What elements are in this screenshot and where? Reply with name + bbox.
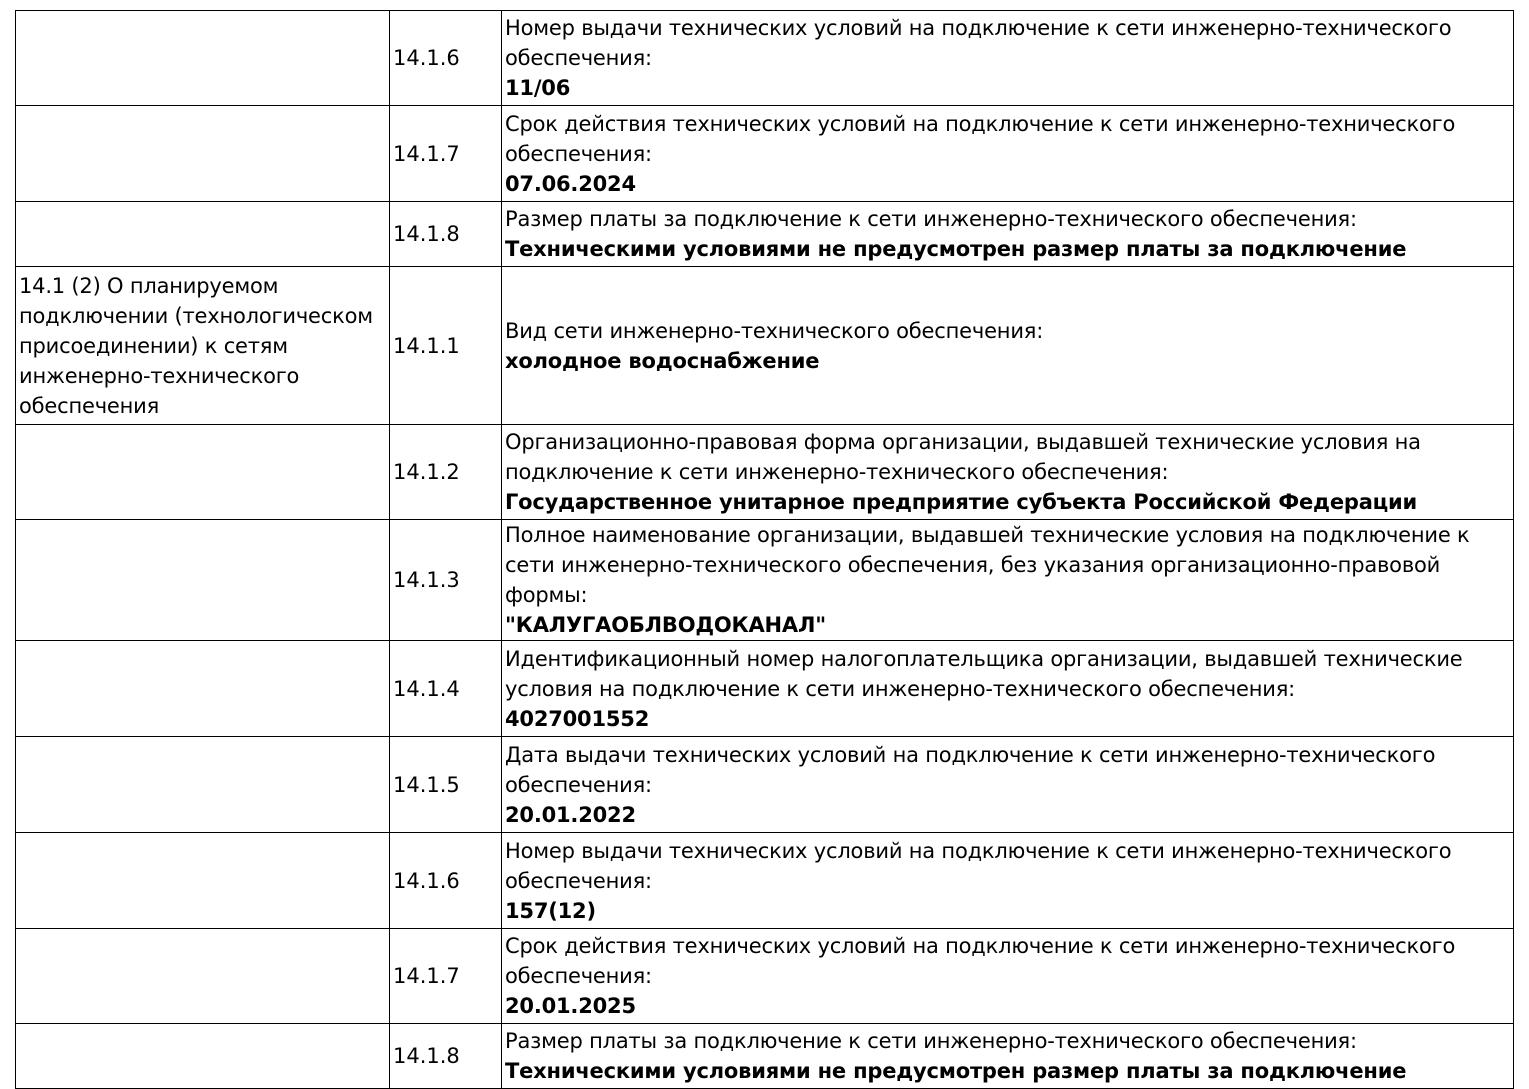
item-cell (502, 737, 1514, 833)
item-label: Номер выдачи технических условий на подключение к сети инженерно-технического обеспечения: (505, 16, 1452, 70)
section-cell (16, 833, 390, 929)
item-number: 14.1.7 (390, 106, 502, 202)
item-label: Организационно-правовая форма организации, выдавшей технические условия на подключение к сети инженерно-технического обеспечения: (505, 430, 1421, 484)
table-row (16, 641, 1514, 737)
item-label: Размер платы за подключение к сети инженерно-технического обеспечения: (505, 207, 1357, 231)
item-value: Техническими условиями не предусмотрен размер платы за подключение (505, 237, 1407, 261)
table-row (16, 520, 1514, 641)
section-cell (16, 641, 390, 737)
item-number: 14.1.2 (390, 425, 502, 520)
section-title: 14.1 (2) О планируемом подключении (технологическом присоединении) к сетям инженерно-технического обеспечения (19, 273, 373, 418)
item-value: 157(12) (505, 898, 596, 923)
section-cell (16, 106, 390, 202)
table-row (16, 425, 1514, 520)
item-value: 4027001552 (505, 706, 650, 731)
item-label: Вид сети инженерно-технического обеспечения: (505, 318, 1044, 343)
item-value: холодное водоснабжение (505, 348, 820, 373)
item-number: 14.1.6 (390, 11, 502, 106)
section-cell (16, 425, 390, 520)
item-number: 14.1.8 (390, 202, 502, 267)
item-label: Размер платы за подключение к сети инженерно-технического обеспечения: (505, 1029, 1357, 1053)
item-label: Срок действия технических условий на подключение к сети инженерно-технического обеспечения: (505, 111, 1456, 166)
section-cell (16, 267, 390, 425)
item-number: 14.1.3 (390, 520, 502, 641)
table-row (16, 202, 1514, 267)
section-cell (16, 1024, 390, 1089)
item-cell (502, 267, 1514, 425)
item-cell (502, 425, 1514, 520)
item-value: Государственное унитарное предприятие субъекта Российской Федерации (505, 490, 1418, 514)
table-row (16, 737, 1514, 833)
section-cell (16, 202, 390, 267)
info-table (15, 10, 1514, 1089)
item-cell (502, 11, 1514, 106)
item-label: Полное наименование организации, выдавшей технические условия на подключение к сети инженерно-технического обеспечения, без указания организационно-правовой формы: (505, 523, 1470, 607)
item-label: Идентификационный номер налогоплательщика организации, выдавшей технические условия на подключение к сети инженерно-технического обеспечения: (505, 646, 1463, 701)
item-cell (502, 929, 1514, 1024)
item-cell (502, 520, 1514, 641)
table-row (16, 1024, 1514, 1089)
table-row (16, 11, 1514, 106)
item-number: 14.1.6 (390, 833, 502, 929)
item-value: 11/06 (505, 76, 571, 100)
item-value: 20.01.2025 (505, 994, 636, 1018)
item-label: Номер выдачи технических условий на подключение к сети инженерно-технического обеспечения: (505, 838, 1452, 893)
table-row (16, 929, 1514, 1024)
table-row (16, 267, 1514, 425)
item-value: Техническими условиями не предусмотрен размер платы за подключение (505, 1059, 1407, 1083)
item-number: 14.1.7 (390, 929, 502, 1024)
table-row (16, 833, 1514, 929)
item-value: 07.06.2024 (505, 171, 636, 196)
item-cell (502, 202, 1514, 267)
section-cell (16, 929, 390, 1024)
item-number: 14.1.1 (390, 267, 502, 425)
item-number: 14.1.8 (390, 1024, 502, 1089)
item-cell (502, 641, 1514, 737)
item-label: Срок действия технических условий на подключение к сети инженерно-технического обеспечения: (505, 934, 1456, 988)
item-cell (502, 106, 1514, 202)
section-cell (16, 520, 390, 641)
item-value: "КАЛУГАОБЛВОДОКАНАЛ" (505, 613, 826, 637)
table-row (16, 106, 1514, 202)
section-cell (16, 11, 390, 106)
item-label: Дата выдачи технических условий на подключение к сети инженерно-технического обеспечения: (505, 742, 1436, 797)
item-cell (502, 1024, 1514, 1089)
item-number: 14.1.5 (390, 737, 502, 833)
item-value: 20.01.2022 (505, 802, 636, 827)
item-cell (502, 833, 1514, 929)
section-cell (16, 737, 390, 833)
item-number: 14.1.4 (390, 641, 502, 737)
